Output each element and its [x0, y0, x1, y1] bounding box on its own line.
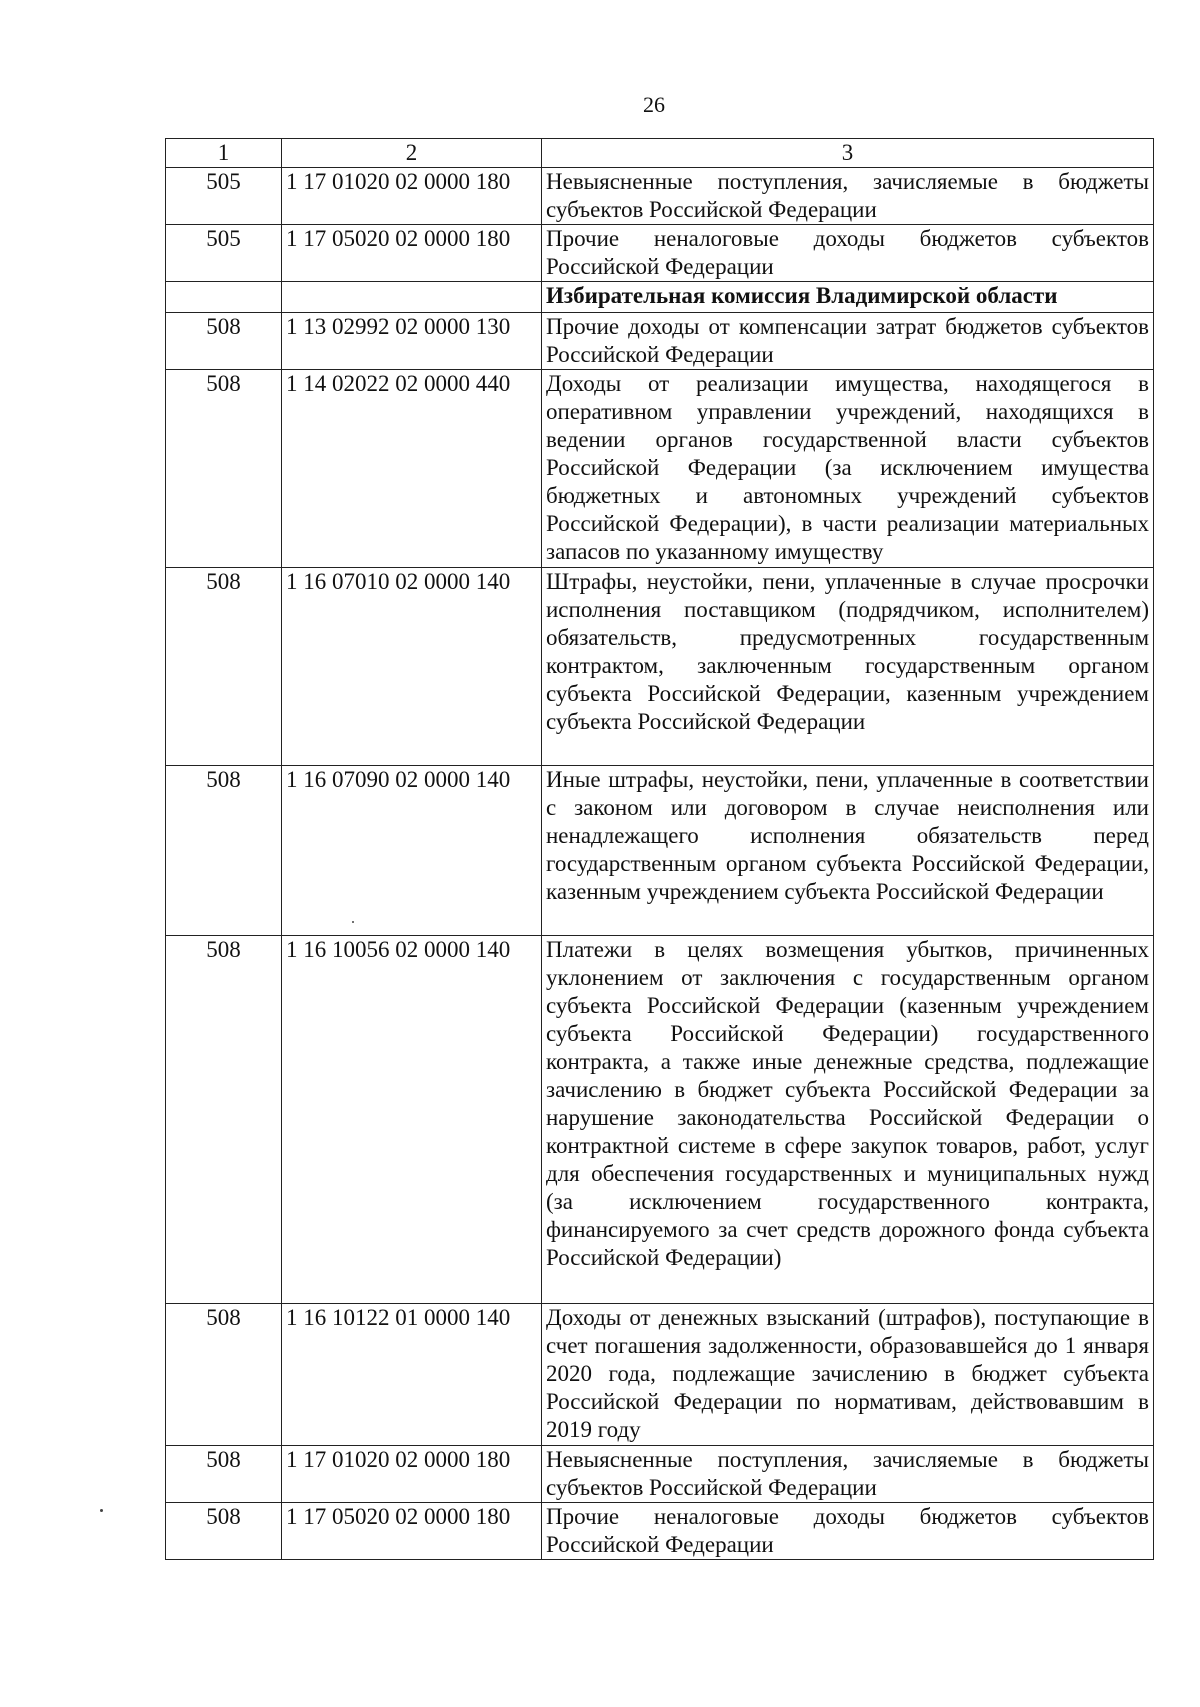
- description-cell: Прочие доходы от компенсации затрат бюджетов субъектов Российской Федерации: [542, 313, 1154, 370]
- admin-code-cell: 508: [166, 370, 282, 568]
- scan-speck: [352, 921, 354, 923]
- section-title-cell: Избирательная комиссия Владимирской области: [542, 282, 1154, 313]
- kbk-code-cell: 1 16 10122 01 0000 140: [282, 1304, 542, 1446]
- kbk-code-cell: [282, 282, 542, 313]
- description-cell: Невыясненные поступления, зачисляемые в бюджеты субъектов Российской Федерации: [542, 168, 1154, 225]
- kbk-code-cell: 1 17 05020 02 0000 180: [282, 225, 542, 282]
- kbk-code-cell: 1 16 07010 02 0000 140: [282, 568, 542, 766]
- page-number: 26: [643, 92, 665, 117]
- header-cell-1: 1: [166, 139, 282, 168]
- header-cell-3: 3: [542, 139, 1154, 168]
- revenue-codes-table: [165, 138, 1154, 1560]
- table-row: [166, 1446, 1154, 1503]
- description-cell: Иные штрафы, неустойки, пени, уплаченные в соответствии с законом или договором в случае неисполнения или ненадлежащего исполнения обязательств перед государственным органом субъекта Российской Федерации, казенным учреждением субъекта Российской Федерации: [542, 766, 1154, 936]
- description-cell: Доходы от денежных взысканий (штрафов), поступающие в счет погашения задолженности, образовавшейся до 1 января 2020 года, подлежащие зачислению в бюджет субъекта Российской Федерации по нормативам, действовавшим в 2019 году: [542, 1304, 1154, 1446]
- table-header-row: [166, 139, 1154, 168]
- description-cell: Невыясненные поступления, зачисляемые в бюджеты субъектов Российской Федерации: [542, 1446, 1154, 1503]
- description-cell: Штрафы, неустойки, пени, уплаченные в случае просрочки исполнения поставщиком (подрядчиком, исполнителем) обязательств, предусмотренных государственным контрактом, заключенным государственным органом субъекта Российской Федерации, казенным учреждением субъекта Российской Федерации: [542, 568, 1154, 766]
- admin-code-cell: 505: [166, 168, 282, 225]
- admin-code-cell: 505: [166, 225, 282, 282]
- description-cell: Прочие неналоговые доходы бюджетов субъектов Российской Федерации: [542, 225, 1154, 282]
- scan-speck: [100, 1509, 103, 1512]
- description-cell: Доходы от реализации имущества, находящегося в оперативном управлении учреждений, находящихся в ведении органов государственной власти субъектов Российской Федерации (за исключением имущества бюджетных и автономных учреждений субъектов Российской Федерации), в части реализации материальных запасов по указанному имуществу: [542, 370, 1154, 568]
- kbk-code-cell: 1 16 10056 02 0000 140: [282, 936, 542, 1304]
- admin-code-cell: 508: [166, 313, 282, 370]
- table-row: [166, 168, 1154, 225]
- admin-code-cell: 508: [166, 1503, 282, 1560]
- table-row: [166, 1304, 1154, 1446]
- table-row: [166, 936, 1154, 1304]
- kbk-code-cell: 1 14 02022 02 0000 440: [282, 370, 542, 568]
- kbk-code-cell: 1 17 01020 02 0000 180: [282, 1446, 542, 1503]
- admin-code-cell: 508: [166, 1304, 282, 1446]
- kbk-code-cell: 1 16 07090 02 0000 140: [282, 766, 542, 936]
- table-row: [166, 1503, 1154, 1560]
- table-row: [166, 766, 1154, 936]
- admin-code-cell: 508: [166, 766, 282, 936]
- description-cell: Платежи в целях возмещения убытков, причиненных уклонением от заключения с государственным органом субъекта Российской Федерации (казенным учреждением субъекта Российской Федерации) государственного контракта, а также иные денежные средства, подлежащие зачислению в бюджет субъекта Российской Федерации за нарушение законодательства Российской Федерации о контрактной системе в сфере закупок товаров, работ, услуг для обеспечения государственных и муниципальных нужд (за исключением государственного контракта, финансируемого за счет средств дорожного фонда субъекта Российской Федерации): [542, 936, 1154, 1304]
- admin-code-cell: 508: [166, 568, 282, 766]
- kbk-code-cell: 1 13 02992 02 0000 130: [282, 313, 542, 370]
- admin-code-cell: 508: [166, 936, 282, 1304]
- kbk-code-cell: 1 17 01020 02 0000 180: [282, 168, 542, 225]
- table-row: [166, 568, 1154, 766]
- description-cell: Прочие неналоговые доходы бюджетов субъектов Российской Федерации: [542, 1503, 1154, 1560]
- admin-code-cell: 508: [166, 1446, 282, 1503]
- header-cell-2: 2: [282, 139, 542, 168]
- table-row: [166, 370, 1154, 568]
- kbk-code-cell: 1 17 05020 02 0000 180: [282, 1503, 542, 1560]
- table-row: [166, 225, 1154, 282]
- section-header-row: [166, 282, 1154, 313]
- admin-code-cell: [166, 282, 282, 313]
- table-row: [166, 313, 1154, 370]
